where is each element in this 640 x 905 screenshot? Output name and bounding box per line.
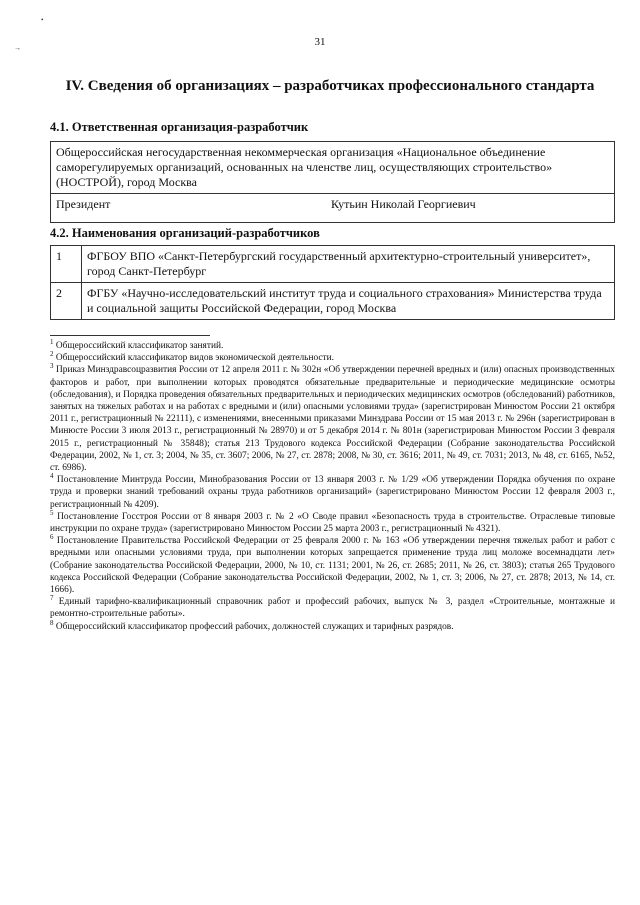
footnote xyxy=(50,337,615,352)
footnote-divider xyxy=(50,335,210,336)
footnotes xyxy=(50,337,615,633)
scan-mark-left: → xyxy=(14,44,21,52)
footnote-marker: 1 xyxy=(50,337,54,346)
footnote-marker: 8 xyxy=(50,618,54,627)
org-head-row xyxy=(51,194,615,223)
footnote xyxy=(50,352,615,364)
footnote xyxy=(50,618,615,633)
footnote xyxy=(50,474,615,511)
org-name-cell: Общероссийская негосударственная некоммерческая организация «Национальное объединение саморегулируемых организаций, основанных на членстве лиц, осуществляющих строительство» (НОСТРОЙ), город Москва xyxy=(51,142,615,194)
org-name: ФГБОУ ВПО «Санкт-Петербургский государственный архитектурно-строительный университет», город Санкт-Петербург xyxy=(82,246,615,283)
footnote-text: Общероссийский классификатор профессий рабочих, должностей служащих и тарифных разрядов. xyxy=(55,621,454,632)
footnote xyxy=(50,508,615,535)
table-row xyxy=(51,283,615,320)
scan-mark-top: • xyxy=(41,16,44,24)
footnote-text: Постановление Минтруда России, Минобразования России от 13 января 2003 г. № 1/29 «Об утверждении Порядка обучения по охране труда и проверки знаний требований охраны труда работников организаций» (зарегистрировано Минюстом России 12 февраля 2003 г., регистрационный № 4209). xyxy=(50,475,615,510)
footnote xyxy=(50,535,615,596)
org-name-row xyxy=(51,142,615,194)
row-number: 2 xyxy=(51,283,82,320)
responsible-org-table xyxy=(50,141,615,223)
footnote-text: Общероссийский классификатор занятий. xyxy=(55,341,224,351)
footnote xyxy=(50,364,615,474)
footnote-text: Единый тарифно-квалификационный справочник работ и профессий рабочих, выпуск № 3, раздел «Строительные, монтажные и ремонтно-строительные работы». xyxy=(50,597,615,620)
developer-orgs-table xyxy=(50,245,615,320)
footnote-marker: 2 xyxy=(50,350,54,359)
page-number: 31 xyxy=(314,36,326,48)
person-cell: Кутьин Николай Георгиевич xyxy=(326,194,615,223)
row-number: 1 xyxy=(51,246,82,283)
org-name: ФГБУ «Научно-исследовательский институт труда и социального страхования» Министерства труда и социальной защиты Российской Федерации, город Москва xyxy=(82,283,615,320)
footnote-text: Общероссийский классификатор видов экономической деятельности. xyxy=(55,353,335,364)
footnote xyxy=(50,596,615,620)
footnote-text: Постановление Правительства Российской Федерации от 25 февраля 2000 г. № 163 «Об утверждении перечня тяжелых работ и работ с вредными или опасными условиями труда, при выполнении которых запрещается применение труда лиц моложе восемнадцати лет» (Собрание законодательства Российской Федерации, 2000, № 10, ст. 1131; 2001, № 26, ст. 2685; 2011, № 26, ст. 3803); статья 265 Трудового кодекса Российской Федерации (Собрание законодательства Российской Федерации, 2002, № 1, ст. 3; 2006, № 27, ст. 2878; 2013, № 14, ст. 1666). xyxy=(50,536,615,596)
footnote-text: Постановление Госстроя России от 8 января 2003 г. № 2 «О Своде правил «Безопасность труда в строительстве. Отраслевые типовые инструкции по охране труда» (зарегистрировано Минюстом России 25 марта 2003 г., регистрационный № 4321). xyxy=(50,511,615,535)
footnote-marker: 5 xyxy=(50,508,54,517)
table-row xyxy=(51,246,615,283)
footnote-text: Приказ Минздравсоцразвития России от 12 апреля 2011 г. № 302н «Об утверждении перечней вредных и (или) опасных производственных факторов и работ, при выполнении которых проводятся обязательные предварительные и периодические медицинские осмотры (обследования), и Порядка проведения обязательных предварительных и периодических медицинских осмотров (обследований) работников, занятых на тяжелых работах и на работах с вредными и (или) опасными условиями труда» (зарегистрирован Минюстом России 21 октября 2011 г., регистрационный № 22111), с изменениями, внесенными приказами Минздрава России от 15 мая 2013 г. № 296н (зарегистрирован в Минюсте России 3 июля 2013 г., регистрационный № 28970) и от 5 декабря 2014 г. № 801н (зарегистрирован Минюстом России 3 февраля 2015 г., регистрационный № 35848); статья 213 Трудового кодекса Российской Федерации (Собрание законодательства Российской Федерации, 2002, № 1, ст. 3; 2004, № 35, ст. 3607; 2006, № 27, ст. 2878; 2008, № 30, ст. 3616; 2011, № 49, ст. 7031; 2013, № 48, ст. 6165, №52, ст. 6986). xyxy=(50,365,615,474)
footnote-marker: 6 xyxy=(50,533,54,542)
section-title: IV. Сведения об организациях – разработчиках профессионального стандарта xyxy=(65,78,595,94)
responsible-org-heading: 4.1. Ответственная организация-разработчик xyxy=(50,120,309,134)
developer-orgs-heading: 4.2. Наименования организаций-разработчиков xyxy=(50,226,320,240)
position-cell: Президент xyxy=(51,194,327,223)
footnote-marker: 7 xyxy=(50,594,54,603)
footnote-marker: 4 xyxy=(50,472,54,481)
footnote-marker: 3 xyxy=(50,362,54,371)
